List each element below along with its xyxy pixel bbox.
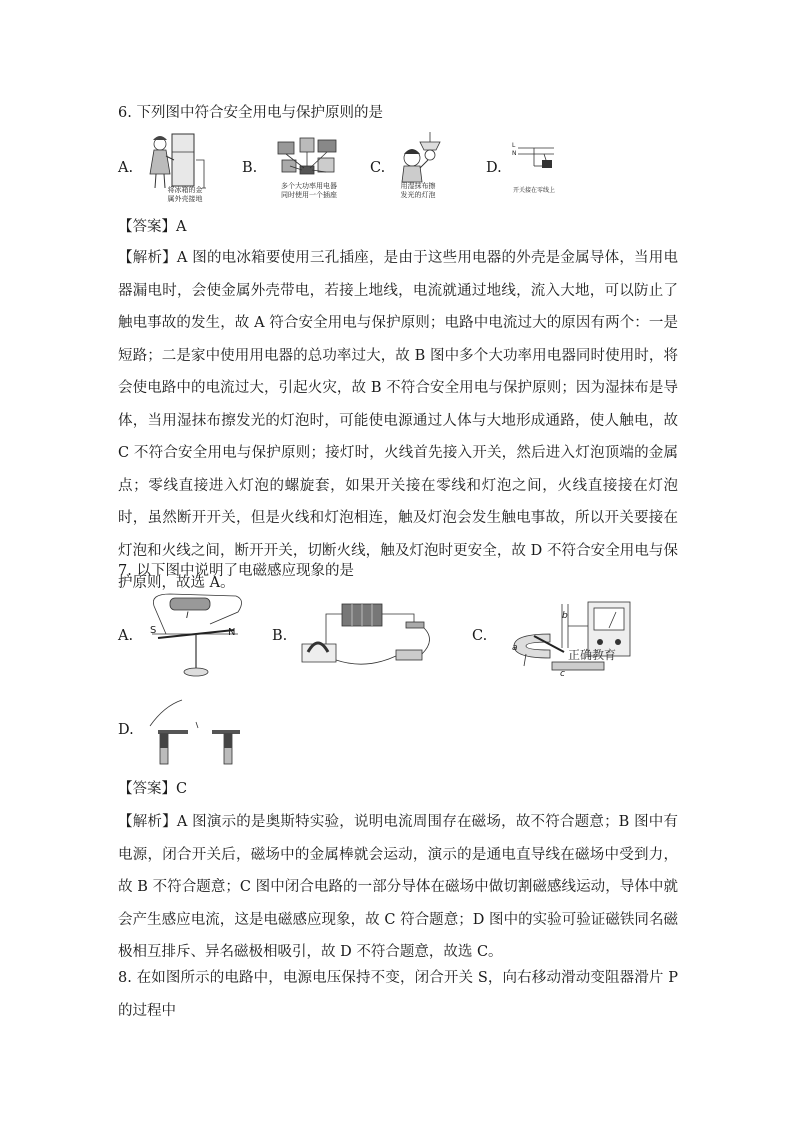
q6-caption-a-line1: 将冰箱的金	[167, 186, 203, 194]
q6-option-d-label: D.	[486, 160, 502, 176]
q6-caption-c-line2: 发光的灯泡	[400, 191, 436, 199]
q6-d-label-l: L	[512, 142, 516, 149]
q7-figure-b	[296, 600, 446, 674]
q7-option-a-label: A.	[118, 628, 134, 644]
q7-a-label-n: N	[228, 627, 236, 638]
q6-answer: 【答案】A	[118, 219, 187, 235]
q8-question: 8. 在如图所示的电路中，电源电压保持不变，闭合开关 S，向右移动滑动变阻器滑片 P 的过程中	[118, 970, 678, 1019]
q6-analysis: 【解析】A 图的电冰箱要使用三孔插座，是由于这些用电器的外壳是金属导体，当用电器漏电时，会使金属外壳带电，若接上地线，电流就通过地线，流入大地，可以防止了触电事故的发生，故 A 符合安全用电与保护原则；电路中电流过大的原因有两个：一是短路；二是家中使用用电器的总功率过大，故 B 图中多个大功率用电器同时使用时，将会使电路中的电流过大，引起火灾，故 B 不符合安全用电与保护原则；因为湿抹布是导体，当用湿抹布擦发光的灯泡时，可能使电源通过人体与大地形成通路，使人触电，故 C 不符合安全用电与保护原则；接灯时，火线首先接入开关，然后进入灯泡顶端的金属点；零线直接进入灯泡的螺旋套，如果开关接在零线和灯泡之间，火线直接接在灯泡时，虽然断开开关，但是火线和灯泡相连，触及灯泡会发生触电事故，所以开关要接在灯泡和火线之间，断开开关，切断火线，触及灯泡时更安全，故 D 不符合安全用电与保护原则，故选 A。	[118, 250, 678, 591]
q7-figure-c	[506, 596, 640, 682]
q6-figure-d	[512, 144, 558, 180]
q7-option-b-label: B.	[272, 628, 288, 644]
q6-caption-c	[388, 182, 448, 200]
q6-d-label-n: N	[512, 150, 517, 157]
q6-caption-a	[160, 186, 210, 204]
q6-caption-a-line2: 属外壳接地	[167, 195, 203, 203]
q6-caption-b-line1: 多个大功率用电器	[281, 182, 337, 190]
q7-a-label-i: I	[186, 611, 189, 621]
q6-caption-c-line1: 用湿抹布擦	[400, 182, 436, 190]
q7-c-label-c: c	[560, 669, 565, 679]
q7-answer: 【答案】C	[118, 781, 188, 797]
q6-caption-d: 开关接在零线上	[512, 187, 555, 194]
q7-c-label-a: a	[512, 643, 518, 653]
q7-option-c-label: C.	[472, 628, 488, 644]
watermark: 正确教育	[568, 648, 617, 662]
q7-option-d-label: D.	[118, 722, 134, 738]
q6-option-b-label: B.	[242, 160, 258, 176]
q6-option-c-label: C.	[370, 160, 386, 176]
q7-c-label-b: b	[562, 611, 568, 621]
q6-question: 6. 下列图中符合安全用电与保护原则的是	[118, 105, 383, 121]
q7-figure-d	[146, 692, 246, 768]
q7-question: 7. 以下图中说明了电磁感应现象的是	[118, 563, 354, 579]
q6-option-a-label: A.	[118, 160, 134, 176]
q6-figure-b	[272, 136, 342, 182]
q7-analysis: 【解析】A 图演示的是奥斯特实验，说明电流周围存在磁场，故不符合题意；B 图中有电源，闭合开关后，磁场中的金属棒就会运动，演示的是通电直导线在磁场中受到力，故 B 不符合题意；C 图中闭合电路的一部分导体在磁场中做切割磁感线运动，导体中就会产生感应电流，这是电磁感应现象，故 C 符合题意；D 图中的实验可验证磁铁同名磁极相互排斥、异名磁极相吸引，故 D 不符合题意，故选 C。	[118, 814, 678, 960]
q6-caption-b-line2: 同时使用一个插座	[281, 191, 337, 199]
q6-figure-c	[394, 132, 454, 188]
q7-a-label-s: S	[150, 625, 157, 636]
q6-caption-b	[272, 182, 346, 200]
